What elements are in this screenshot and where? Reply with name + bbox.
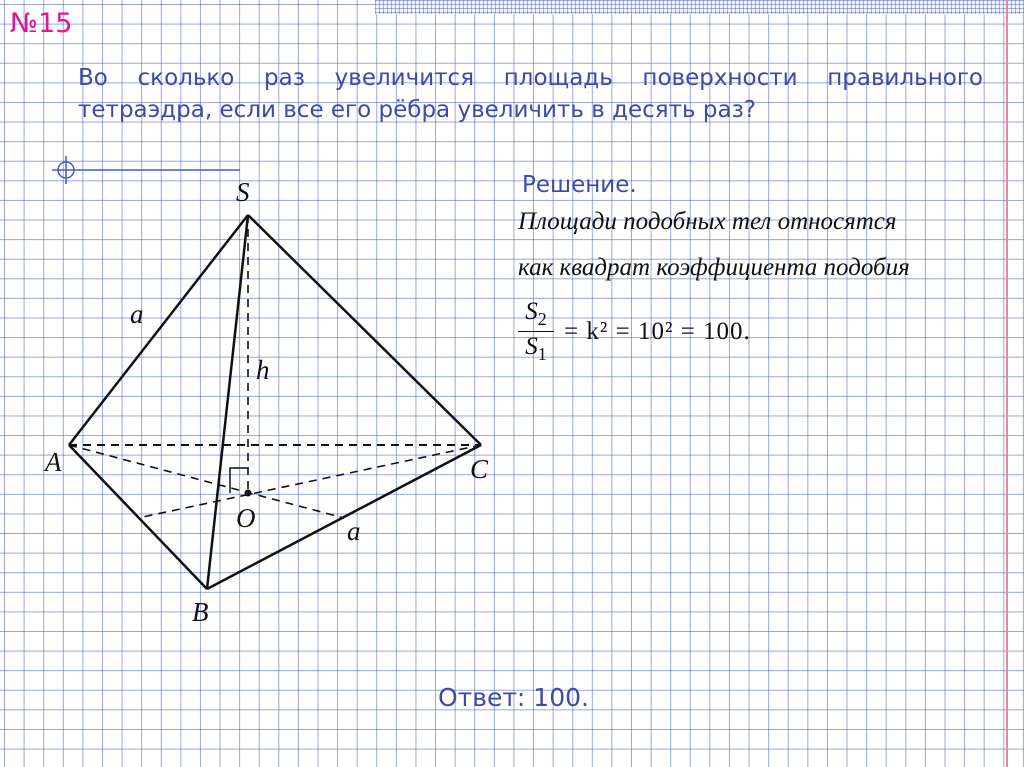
answer-text: Ответ: 100. <box>438 683 589 712</box>
problem-statement: Во сколько раз увеличится площадь поверхности правильного тетраэдра, если все его рёбра увеличить в десять раз? <box>78 65 983 123</box>
edge-ab <box>69 445 207 589</box>
solution-line-1: Площади подобных тел относятся <box>518 208 897 235</box>
edge-sa <box>69 215 248 445</box>
binder-hole-icon <box>52 156 240 184</box>
point-o <box>245 490 252 497</box>
formula-rhs: = k² = 10² = 100. <box>564 317 751 345</box>
median-c <box>138 445 481 518</box>
formula-numerator: $S_2$ <box>525 298 547 329</box>
area-ratio-formula <box>518 298 751 384</box>
solution-line-2: как квадрат коэффициента подобия <box>518 254 910 281</box>
solution-title: Решение. <box>522 172 637 198</box>
fraction-bar <box>518 331 554 332</box>
label-edge-a1: a <box>130 299 144 329</box>
label-o: O <box>236 503 256 533</box>
label-height: h <box>256 355 270 385</box>
label-s: S <box>236 177 250 207</box>
label-b: B <box>192 597 209 627</box>
label-a-vertex: A <box>45 447 62 477</box>
label-c: C <box>470 454 489 484</box>
problem-number: №15 <box>10 8 73 39</box>
label-edge-a2: a <box>347 516 361 546</box>
edge-sc <box>248 215 481 445</box>
median-a <box>69 445 344 518</box>
formula-denominator: $S_1$ <box>525 333 547 364</box>
